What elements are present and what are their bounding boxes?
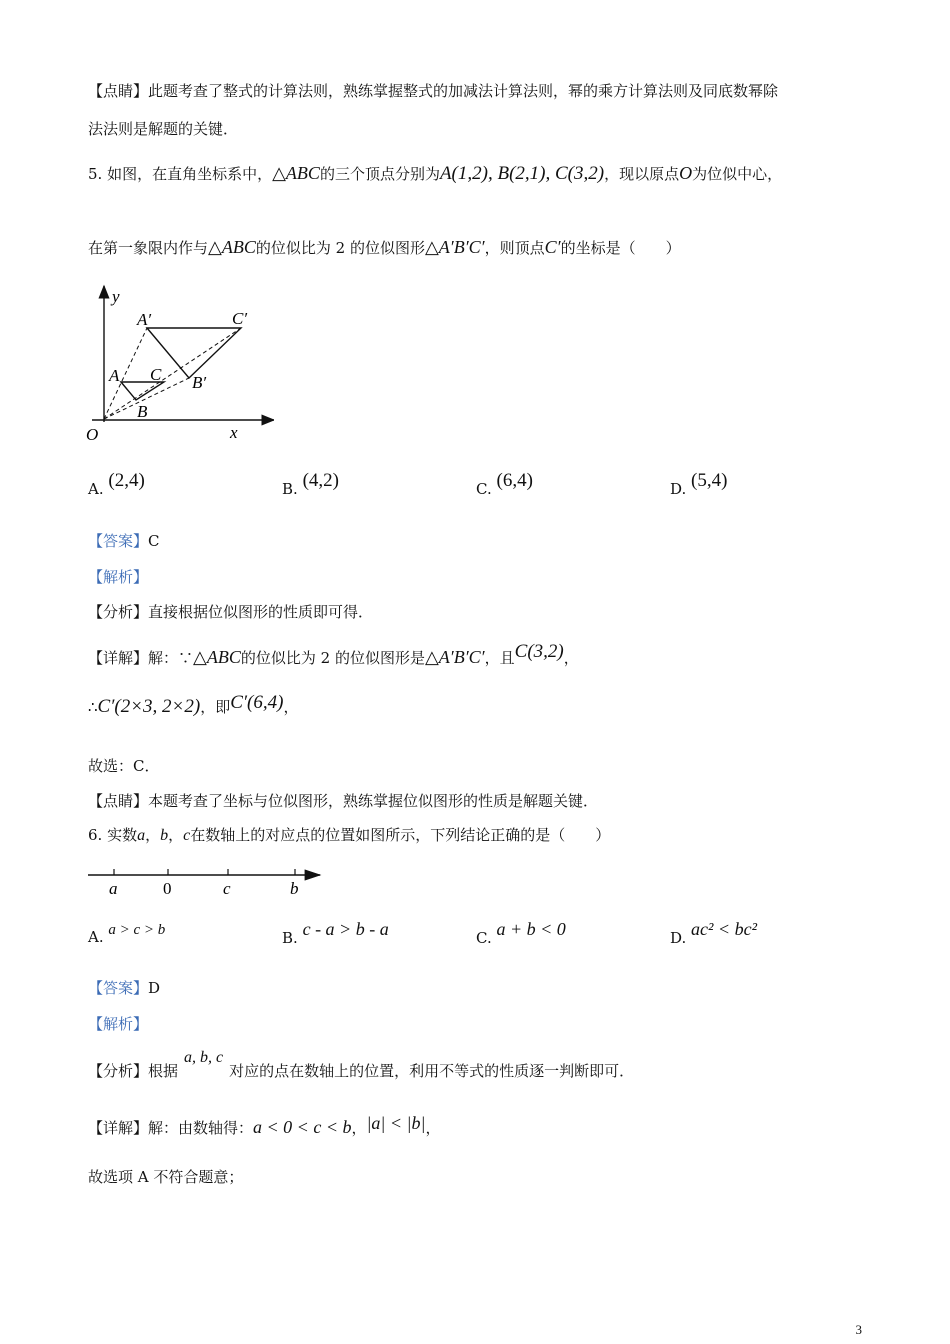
q5-prefix: 5. 如图，在直角坐标系中， <box>88 165 273 183</box>
label-b: B <box>137 402 148 421</box>
detail-tri: △ABC <box>193 647 241 667</box>
analysis-tag: 【解析】 <box>88 1015 149 1033</box>
nl-label-a: a <box>109 879 118 898</box>
dianjing-paragraph <box>88 80 778 102</box>
q5-guxuan <box>88 755 159 777</box>
option-label: B. <box>282 480 298 498</box>
detail-sep: ， <box>351 1119 367 1137</box>
label-ap: A′ <box>137 310 152 329</box>
q6-fenxi <box>88 1049 635 1083</box>
q5-option-b[interactable] <box>282 470 339 500</box>
q6-detail <box>88 1113 441 1139</box>
detail-tag: 【详解】 <box>88 1119 149 1137</box>
label-cp: C′ <box>232 309 248 328</box>
answer-tag: 【答案】 <box>88 979 149 997</box>
q5-triangle: △ABC <box>272 163 320 183</box>
q6-last-line <box>88 1166 243 1188</box>
q5-line2-c: ，则顶点 <box>484 239 545 257</box>
detail-expr1: a < 0 < c < b <box>253 1117 352 1137</box>
fenxi-vars: a, b, c <box>184 1049 224 1066</box>
dianjing-text-1: 此题考查了整式的计算法则，熟练掌握整式的加减法计算法则，幂的乘方计算法则及同底数幂除 <box>148 82 779 100</box>
q6-number-line <box>86 862 326 902</box>
q5-line2-tri2: △A′B′C′ <box>424 237 485 257</box>
page-number: 3 <box>855 1322 862 1337</box>
q5-option-a[interactable] <box>88 470 145 500</box>
option-value: (2,4) <box>108 470 145 491</box>
q5-option-c[interactable] <box>476 470 533 500</box>
q6-answer <box>88 977 160 999</box>
q5-line2-d: 的坐标是（ ） <box>560 239 681 257</box>
detail-a: 解：由数轴得： <box>148 1119 254 1137</box>
therefore-expr: C′(2×3, 2×2) <box>97 696 201 717</box>
ji-expr: C′(6,4) <box>230 692 284 713</box>
label-bp: B′ <box>192 373 207 392</box>
q5-suffix2: 为位似中心， <box>692 165 783 183</box>
option-value: (4,2) <box>302 470 339 491</box>
option-label: A. <box>88 928 104 946</box>
q5-coordinate-figure <box>84 282 274 452</box>
q5-stem-line-1 <box>88 162 782 185</box>
option-value: a + b < 0 <box>496 919 566 939</box>
end-punct: ， <box>283 698 299 716</box>
option-value: ac² < bc² <box>691 919 757 939</box>
q6-option-d[interactable] <box>670 919 757 949</box>
q5-mid: 的三个顶点分别为 <box>319 165 440 183</box>
q6-sep2: ， <box>168 826 184 844</box>
analysis-tag: 【解析】 <box>88 568 149 586</box>
fenxi-b: 对应的点在数轴上的位置，利用不等式的性质逐一判断即可． <box>229 1062 635 1080</box>
label-y: y <box>112 287 120 306</box>
dianjing-tag: 【点睛】 <box>88 792 149 810</box>
q6-var-b: b <box>160 827 169 844</box>
label-x: x <box>230 423 238 442</box>
q5-dianjing <box>88 790 598 812</box>
detail-tag: 【详解】 <box>88 649 149 667</box>
option-value: a > c > b <box>108 922 166 938</box>
q6-stem-b: 在数轴上的对应点的位置如图所示，下列结论正确的是（ ） <box>190 826 611 844</box>
label-c: C <box>150 365 162 384</box>
option-value: (5,4) <box>691 470 728 491</box>
q5-line2-b: 的位似比为 2 的位似图形 <box>255 239 425 257</box>
fenxi-text: 直接根据位似图形的性质即可得． <box>148 603 374 621</box>
q6-option-b[interactable] <box>282 919 389 949</box>
ray-c <box>104 328 241 419</box>
q6-stem <box>88 824 610 847</box>
answer-value: C <box>148 532 160 550</box>
nl-label-c: c <box>223 879 231 898</box>
q6-var-a: a <box>137 827 146 844</box>
q6-var-c: c <box>183 827 191 844</box>
guxuan-text: 故选：C． <box>88 757 160 775</box>
detail-tri2: △A′B′C′ <box>424 647 485 667</box>
fenxi-tag: 【分析】 <box>88 1062 149 1080</box>
answer-tag: 【答案】 <box>88 532 149 550</box>
label-a: A <box>109 366 120 385</box>
dianjing-text: 本题考查了坐标与位似图形，熟练掌握位似图形的性质是解题关键． <box>148 792 599 810</box>
q6-stem-a: 6. 实数 <box>88 826 138 844</box>
nl-label-b: b <box>290 879 299 898</box>
q6-sep1: ， <box>145 826 161 844</box>
q5-stem-line-2 <box>88 236 681 259</box>
q6-option-a[interactable] <box>88 922 166 949</box>
detail-c: ，且 <box>484 649 515 667</box>
q5-therefore <box>88 692 299 718</box>
option-label: B. <box>282 929 298 947</box>
q5-origin: O <box>679 163 693 183</box>
q5-suffix: ，现以原点 <box>604 165 680 183</box>
detail-c3: C(3,2) <box>514 641 564 662</box>
option-label: C. <box>476 480 492 498</box>
detail-expr2: |a| < |b| <box>366 1113 426 1133</box>
option-value: (6,4) <box>496 470 533 491</box>
q5-line2-cp: C′ <box>544 237 561 257</box>
fenxi-tag: 【分析】 <box>88 603 149 621</box>
last-text: 故选项 A 不符合题意； <box>88 1168 244 1186</box>
q5-analysis-tag <box>88 566 148 588</box>
q5-option-d[interactable] <box>670 470 728 500</box>
q5-detail <box>88 641 579 669</box>
detail-d: ， <box>563 649 579 667</box>
label-o: O <box>86 425 99 444</box>
fenxi-a: 根据 <box>148 1062 179 1080</box>
detail-end: ， <box>425 1119 441 1137</box>
option-label: C. <box>476 929 492 947</box>
q5-line2-a: 在第一象限内作与 <box>88 239 209 257</box>
option-label: D. <box>670 929 687 947</box>
triangle-abc <box>121 382 164 400</box>
detail-a: 解：∵ <box>148 649 194 667</box>
q6-option-c[interactable] <box>476 919 566 949</box>
option-label: D. <box>670 480 687 498</box>
ji-text: ，即 <box>200 698 231 716</box>
q5-line2-tri: △ABC <box>208 237 256 257</box>
dianjing-tag: 【点睛】 <box>88 82 149 100</box>
dianjing-text-2: 法法则是解题的关键． <box>88 120 239 138</box>
q5-answer <box>88 530 160 552</box>
option-label: A. <box>88 480 104 498</box>
detail-b: 的位似比为 2 的位似图形是 <box>240 649 425 667</box>
option-value: c - a > b - a <box>302 919 389 939</box>
therefore-sign: ∴ <box>88 698 98 716</box>
q5-fenxi <box>88 601 373 623</box>
q6-analysis-tag <box>88 1013 148 1035</box>
q5-coords: A(1,2), B(2,1), C(3,2) <box>439 163 605 184</box>
nl-label-zero: 0 <box>163 879 172 898</box>
answer-value: D <box>148 979 161 997</box>
dianjing-paragraph-2 <box>88 118 238 140</box>
